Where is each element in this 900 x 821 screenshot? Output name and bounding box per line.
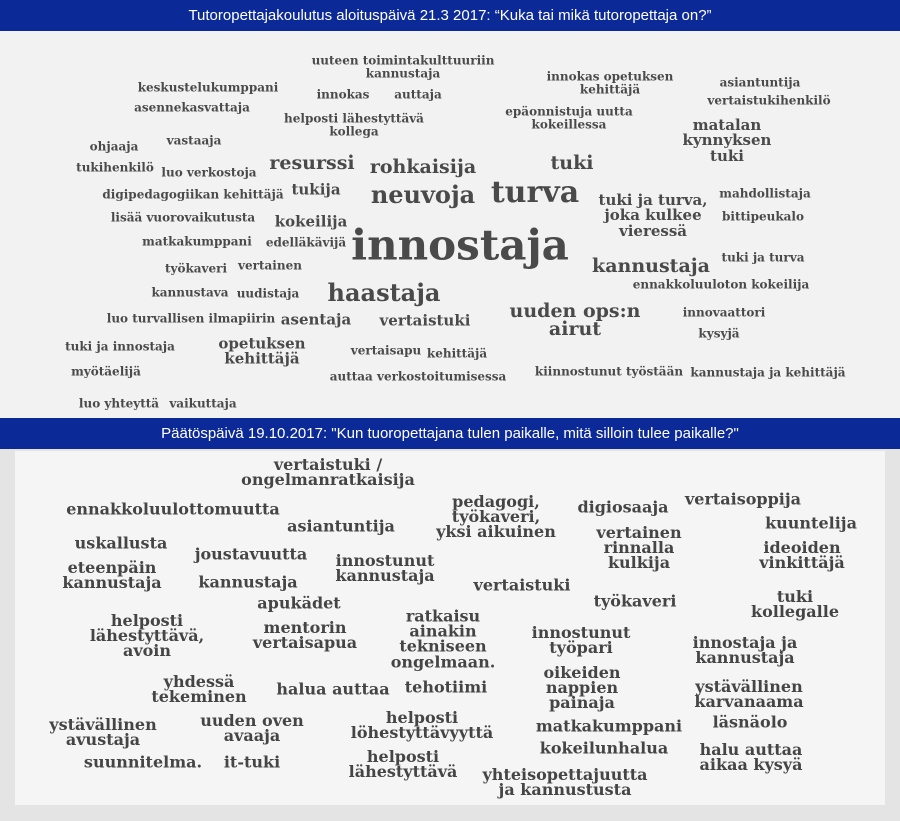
- cloud-word: uuden ops:n airut: [509, 299, 641, 340]
- cloud-word: uuteen toimintakulttuuriin kannustaja: [311, 53, 495, 81]
- cloud-word: uskallusta: [74, 533, 168, 553]
- cloud-word: matkakumppani: [142, 234, 252, 249]
- cloud-word: luo turvallisen ilmapiirin: [106, 311, 276, 326]
- cloud-word: uudistaja: [236, 286, 300, 301]
- cloud-word: kokeilija: [274, 212, 348, 231]
- cloud-word: matkakumppani: [535, 716, 683, 736]
- cloud-word: tukija: [291, 180, 341, 199]
- cloud-word: tuki kollegalle: [751, 586, 839, 621]
- top-word-cloud: [0, 31, 900, 418]
- cloud-word: ideoiden vinkittäjä: [759, 537, 845, 572]
- cloud-word: edelläkävijä: [265, 235, 347, 250]
- cloud-word: matalan kynnyksen tuki: [682, 116, 772, 165]
- cloud-word: vaikuttaja: [169, 396, 237, 411]
- cloud-word: helposti löhestyttävyyttä: [350, 707, 494, 742]
- cloud-word: vertaistuki / ongelmanratkaisija: [241, 454, 415, 489]
- cloud-word: pedagogi, työkaveri, yksi aikuinen: [436, 492, 556, 542]
- cloud-word: oikeiden nappien painaja: [543, 663, 621, 713]
- cloud-word: läsnäolo: [712, 712, 788, 732]
- cloud-word: ennakkoluulottomuutta: [66, 499, 280, 519]
- cloud-word: asiantuntija: [719, 75, 801, 90]
- cloud-word: kannustaja: [592, 254, 710, 277]
- cloud-word: kysyjä: [698, 326, 740, 341]
- cloud-word: innokas: [316, 87, 370, 102]
- cloud-word: uuden oven avaaja: [200, 710, 304, 745]
- cloud-word: mahdollistaja: [719, 186, 811, 201]
- cloud-word: kannustaja: [198, 572, 298, 592]
- cloud-word: myötäelijä: [71, 364, 141, 379]
- cloud-word: yhdessä tekeminen: [151, 671, 247, 706]
- top-banner: Tutoropettajakoulutus aloituspäivä 21.3 2017: “Kuka tai mikä tutoropettaja on?”: [0, 0, 900, 31]
- cloud-word: vertainen rinnalla kulkija: [596, 523, 682, 573]
- cloud-word: kannustaja ja kehittäjä: [690, 365, 846, 380]
- cloud-word: vertaisapu: [350, 343, 422, 358]
- cloud-word: auttaa verkostoitumisessa: [329, 369, 507, 384]
- cloud-word: innokas opetuksen kehittäjä: [546, 69, 674, 97]
- cloud-word: apukädet: [257, 593, 341, 613]
- cloud-word: tehotiimi: [404, 677, 488, 697]
- cloud-word: helposti lähestyttävä: [348, 746, 458, 781]
- cloud-word: innostunut kannustaja: [335, 550, 435, 585]
- cloud-word: suunnitelma.: [83, 752, 203, 772]
- cloud-word: luo yhteyttä: [78, 396, 160, 411]
- cloud-word: auttaja: [394, 87, 442, 102]
- cloud-word: kuuntelija: [765, 513, 857, 533]
- cloud-word: kiinnostunut työstään: [534, 364, 684, 379]
- cloud-word: digiosaaja: [577, 497, 669, 517]
- bottom-word-cloud: [15, 451, 885, 805]
- cloud-word: lisää vuorovaikutusta: [110, 210, 256, 225]
- cloud-word: helposti lähestyttävä kollega: [284, 111, 424, 139]
- cloud-word: neuvoja: [370, 179, 476, 209]
- cloud-word: vertaistukihenkilö: [707, 93, 831, 108]
- cloud-word: joustavuutta: [194, 544, 308, 564]
- cloud-word: bittipeukalo: [722, 209, 804, 224]
- cloud-word: tuki ja turva, joka kulkee vieressä: [598, 191, 708, 240]
- cloud-word: kannustava: [151, 285, 229, 300]
- cloud-word: haastaja: [327, 277, 441, 307]
- cloud-word: innovaattori: [682, 305, 766, 320]
- cloud-word: asentaja: [280, 310, 352, 329]
- cloud-word: kehittäjä: [426, 346, 488, 361]
- cloud-word: työkaveri: [593, 591, 677, 611]
- cloud-word: ystävällinen avustaja: [49, 714, 157, 749]
- cloud-word: tukihenkilö: [76, 160, 154, 175]
- cloud-word: ohjaaja: [89, 139, 139, 154]
- cloud-word: it-tuki: [223, 752, 281, 772]
- cloud-word: asennekasvattaja: [134, 100, 250, 115]
- cloud-word: epäonnistuja uutta kokeillessa: [505, 104, 633, 132]
- cloud-word: vertaistuki: [473, 575, 571, 595]
- cloud-word: ratkaisu ainakin tekniseen ongelmaan.: [390, 606, 496, 672]
- cloud-word: eteenpäin kannustaja: [62, 557, 162, 592]
- cloud-word: työkaveri: [164, 261, 228, 276]
- cloud-word: tuki ja innostaja: [65, 339, 175, 354]
- cloud-word: opetuksen kehittäjä: [218, 334, 306, 368]
- cloud-word: tuki ja turva: [721, 250, 805, 265]
- cloud-word: vertainen: [238, 258, 302, 273]
- cloud-word: yhteisopettajuutta ja kannustusta: [482, 764, 648, 799]
- cloud-word: ystävällinen karvanaama: [694, 676, 804, 711]
- cloud-word: turva: [490, 175, 580, 211]
- cloud-word: vastaaja: [166, 133, 222, 148]
- cloud-word: vertaistuki: [379, 311, 471, 330]
- cloud-word: luo verkostoja: [161, 165, 257, 180]
- cloud-word: kokeilunhalua: [539, 738, 669, 758]
- cloud-word: halu auttaa aikaa kysyä: [699, 739, 803, 774]
- cloud-word: resurssi: [269, 151, 355, 174]
- cloud-word: vertaisoppija: [684, 489, 802, 509]
- cloud-word: innostaja: [351, 220, 569, 270]
- cloud-word: halua auttaa: [276, 679, 390, 699]
- cloud-word: asiantuntija: [287, 516, 395, 536]
- cloud-word: ennakkoluuloton kokeilija: [632, 277, 810, 292]
- cloud-word: mentorin vertaisapua: [252, 617, 358, 652]
- cloud-word: digipedagogiikan kehittäjä: [102, 187, 284, 202]
- cloud-word: helposti lähestyttävä, avoin: [89, 611, 205, 661]
- cloud-word: keskustelukumppani: [137, 80, 279, 95]
- cloud-word: rohkaisija: [369, 155, 477, 178]
- cloud-word: tuki: [550, 151, 594, 174]
- bottom-banner: Päätöspäivä 19.10.2017: "Kun tuoropettajana tulen paikalle, mitä silloin tulee paikalle?": [0, 418, 900, 449]
- cloud-word: innostaja ja kannustaja: [692, 632, 798, 667]
- cloud-word: innostunut työpari: [531, 622, 631, 657]
